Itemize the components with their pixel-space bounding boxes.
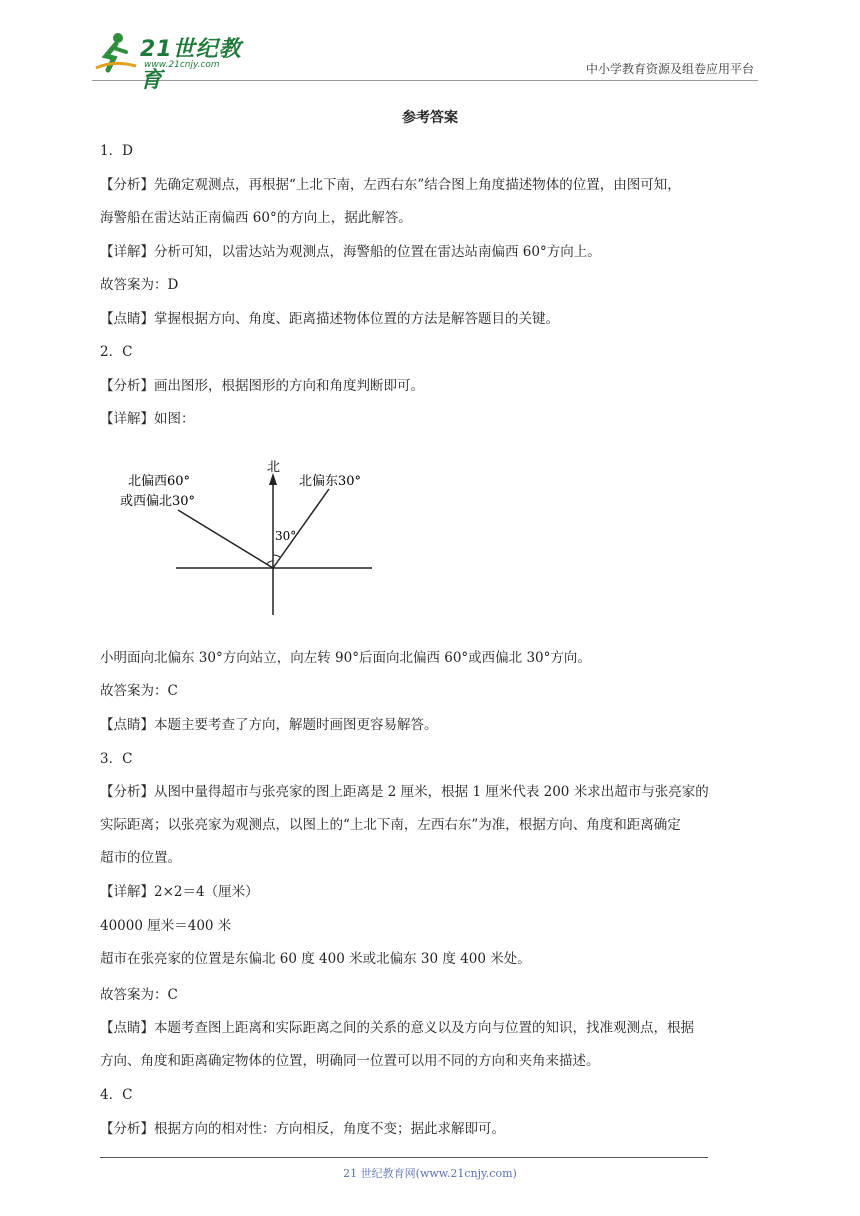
north-label: 北 [267,460,281,475]
text-line: 1．D [100,143,133,159]
text-line: 【分析】从图中量得超市与张亮家的图上距离是 2 厘米，根据 1 厘米代表 200 米求出超市与张亮家的 [100,784,709,800]
page-header [92,26,758,93]
text-line: 【详解】分析可知，以雷达站为观测点，海警船的位置在雷达站南偏西 60°方向上。 [100,244,601,260]
wn30-label: 或西偏北30° [120,494,196,509]
text-line: 小明面向北偏东 30°方向站立，向左转 90°后面向北偏西 60°或西偏北 30°方向。 [100,650,591,666]
footer-text: 21 世纪教育网(www.21cnjy.com) [343,1167,517,1180]
platform-name: 中小学教育资源及组卷应用平台 [585,62,754,76]
direction-diagram [110,455,390,625]
angle-label: 30° [275,529,297,543]
text-line: 【详解】如图： [100,411,195,427]
text-line: 4．C [100,1087,133,1103]
text-line: 【点睛】本题考查图上距离和实际距离之间的关系的意义以及方向与位置的知识，找准观测点，根据 [100,1020,694,1036]
text-line: 40000 厘米＝400 米 [100,918,232,934]
text-line: 故答案为：C [100,683,178,699]
text-line: 【详解】2×2＝4（厘米） [100,884,259,900]
text-line: 【点睛】本题主要考查了方向，解题时画图更容易解答。 [100,717,438,733]
text-line: 方向、角度和距离确定物体的位置，明确同一位置可以用不同的方向和夹角来描述。 [100,1053,600,1069]
text-line: 实际距离；以张亮家为观测点，以图上的“上北下南，左西右东”为准，根据方向、角度和距离确定 [100,817,681,833]
logo-url: www.21cnjy.com [144,60,220,70]
angle-arc [273,555,280,557]
text-line: 超市的位置。 [100,850,181,866]
page-title: 参考答案 [402,110,458,126]
footer-rule [100,1157,708,1158]
logo-text: 21世纪教育 [140,37,242,93]
text-line: 【点睛】掌握根据方向、角度、距离描述物体位置的方法是解答题目的关键。 [100,311,559,327]
right-angle-arc [267,561,273,564]
nw60-ray [178,510,273,568]
ne30-label: 北偏东30° [299,474,362,489]
text-line: 故答案为：D [100,277,179,293]
text-line: 【分析】根据方向的相对性：方向相反，角度不变；据此求解即可。 [100,1121,505,1137]
text-line: 海警船在雷达站正南偏西 60°的方向上，据此解答。 [100,210,412,226]
logo [92,30,262,93]
text-line: 3．C [100,751,133,767]
nw60-label: 北偏西60° [128,474,191,489]
runner-logo-icon [92,30,138,76]
text-line: 【分析】画出图形，根据图形的方向和角度判断即可。 [100,378,424,394]
text-line: 【分析】先确定观测点，再根据“上北下南，左西右东”结合图上角度描述物体的位置，由图可知， [100,177,681,193]
text-line: 2．C [100,344,133,360]
text-line: 超市在张亮家的位置是东偏北 60 度 400 米或北偏东 30 度 400 米处。 [100,951,531,967]
text-line: 故答案为：C [100,987,178,1003]
